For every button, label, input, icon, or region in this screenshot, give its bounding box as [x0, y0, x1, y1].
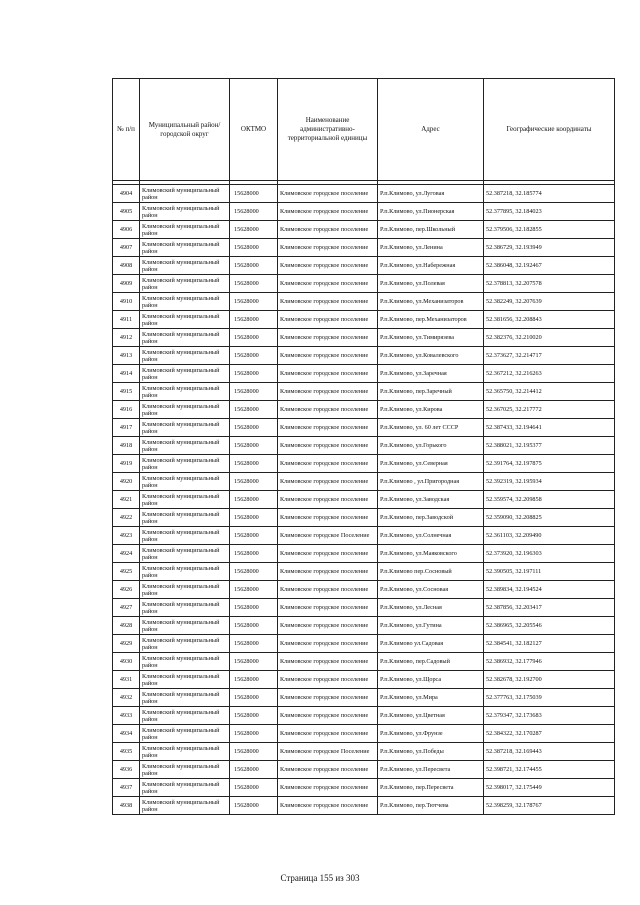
coords-cell: 52.377895, 32.184023 [484, 203, 615, 221]
address-cell: Р.п.Климово, ул.Мира [378, 689, 484, 707]
unit-cell: Климовское городское поселение [278, 311, 378, 329]
coords-cell: 52.398721, 32.174455 [484, 761, 615, 779]
address-cell: Р.п.Климово, ул.Цветная [378, 707, 484, 725]
row-number: 4930 [113, 653, 140, 671]
address-cell: Р.п.Климово, ул.Заводская [378, 491, 484, 509]
coords-cell: 52.382678, 32.192700 [484, 671, 615, 689]
unit-cell: Климовское городское поселение [278, 221, 378, 239]
address-cell: Р.п.Климово, ул.Северная [378, 455, 484, 473]
district-cell: Климовский муниципальный район [140, 797, 230, 815]
district-cell: Климовский муниципальный район [140, 581, 230, 599]
unit-cell: Климовское городское поселение [278, 455, 378, 473]
address-cell: Р.п.Климово, пер.Заречный [378, 383, 484, 401]
district-cell: Климовский муниципальный район [140, 509, 230, 527]
oktmo-cell: 15628000 [230, 401, 278, 419]
row-number: 4910 [113, 293, 140, 311]
table-row [113, 203, 615, 221]
address-cell: Р.п.Климово, ул.Гутина [378, 617, 484, 635]
unit-cell: Климовское городское поселение [278, 257, 378, 275]
district-cell: Климовский муниципальный район [140, 221, 230, 239]
district-cell: Климовский муниципальный район [140, 437, 230, 455]
row-number: 4915 [113, 383, 140, 401]
row-number: 4923 [113, 527, 140, 545]
unit-cell: Климовское городское поселение [278, 239, 378, 257]
row-number: 4911 [113, 311, 140, 329]
unit-cell: Климовское городское поселение [278, 203, 378, 221]
unit-cell: Климовское городское поселение [278, 401, 378, 419]
row-number: 4918 [113, 437, 140, 455]
coords-cell: 52.379506, 32.182855 [484, 221, 615, 239]
oktmo-cell: 15628000 [230, 635, 278, 653]
address-cell: Р.п.Климово, пер.Тютчева [378, 797, 484, 815]
header-district: Муниципальный район/городской округ [140, 79, 230, 181]
district-cell: Климовский муниципальный район [140, 743, 230, 761]
document-sheet [112, 78, 614, 815]
oktmo-cell: 15628000 [230, 185, 278, 203]
table-row [113, 473, 615, 491]
oktmo-cell: 15628000 [230, 491, 278, 509]
district-cell: Климовский муниципальный район [140, 293, 230, 311]
oktmo-cell: 15628000 [230, 563, 278, 581]
address-cell: Р.п.Климово, ул.Ковалевского [378, 347, 484, 365]
address-table [112, 78, 615, 815]
table-row [113, 329, 615, 347]
row-number: 4933 [113, 707, 140, 725]
address-cell: Р.п.Климово, ул.Полевая [378, 275, 484, 293]
oktmo-cell: 15628000 [230, 257, 278, 275]
page-number: Страница 155 из 303 [280, 873, 360, 883]
unit-cell: Климовское городское поселение [278, 671, 378, 689]
table-row [113, 725, 615, 743]
row-number: 4905 [113, 203, 140, 221]
table-row [113, 455, 615, 473]
header-unit: Наименование административно-территориальной единицы [278, 79, 378, 181]
coords-cell: 52.387856, 32.203417 [484, 599, 615, 617]
unit-cell: Климовское городское Поселение [278, 527, 378, 545]
oktmo-cell: 15628000 [230, 203, 278, 221]
coords-cell: 52.387218, 32.185774 [484, 185, 615, 203]
coords-cell: 52.384322, 32.170287 [484, 725, 615, 743]
unit-cell: Климовское городское поселение [278, 545, 378, 563]
row-number: 4914 [113, 365, 140, 383]
table-row [113, 221, 615, 239]
address-cell: Р.п.Климово, ул.Ленина [378, 239, 484, 257]
oktmo-cell: 15628000 [230, 797, 278, 815]
table-row [113, 311, 615, 329]
table-row [113, 599, 615, 617]
table-row [113, 293, 615, 311]
oktmo-cell: 15628000 [230, 653, 278, 671]
coords-cell: 52.398017, 32.175449 [484, 779, 615, 797]
unit-cell: Климовское городское поселение [278, 473, 378, 491]
address-cell: Р.п.Климово, ул.Механизаторов [378, 293, 484, 311]
district-cell: Климовский муниципальный район [140, 527, 230, 545]
coords-cell: 52.386965, 32.205546 [484, 617, 615, 635]
address-cell: Р.п.Климово, ул.Фрунзе [378, 725, 484, 743]
unit-cell: Климовское городское поселение [278, 725, 378, 743]
table-row [113, 383, 615, 401]
row-number: 4928 [113, 617, 140, 635]
address-cell: Р.п.Климово, ул.Заречная [378, 365, 484, 383]
oktmo-cell: 15628000 [230, 275, 278, 293]
table-row [113, 185, 615, 203]
district-cell: Климовский муниципальный район [140, 203, 230, 221]
coords-cell: 52.359574, 32.209858 [484, 491, 615, 509]
unit-cell: Климовское городское поселение [278, 563, 378, 581]
table-row [113, 671, 615, 689]
oktmo-cell: 15628000 [230, 689, 278, 707]
unit-cell: Климовское городское поселение [278, 365, 378, 383]
row-number: 4916 [113, 401, 140, 419]
row-number: 4931 [113, 671, 140, 689]
unit-cell: Климовское городское поселение [278, 347, 378, 365]
district-cell: Климовский муниципальный район [140, 653, 230, 671]
oktmo-cell: 15628000 [230, 599, 278, 617]
address-cell: Р.п.Климово, ул.Сосновая [378, 581, 484, 599]
district-cell: Климовский муниципальный район [140, 689, 230, 707]
address-cell: Р.п.Климово, ул.Пионерская [378, 203, 484, 221]
header-oktmo: ОКТМО [230, 79, 278, 181]
table-row [113, 401, 615, 419]
oktmo-cell: 15628000 [230, 419, 278, 437]
unit-cell: Климовское городское поселение [278, 437, 378, 455]
address-cell: Р.п.Климово, ул. 60 лет СССР [378, 419, 484, 437]
table-row [113, 527, 615, 545]
oktmo-cell: 15628000 [230, 383, 278, 401]
district-cell: Климовский муниципальный район [140, 329, 230, 347]
oktmo-cell: 15628000 [230, 239, 278, 257]
coords-cell: 52.386729, 32.193949 [484, 239, 615, 257]
oktmo-cell: 15628000 [230, 293, 278, 311]
district-cell: Климовский муниципальный район [140, 671, 230, 689]
oktmo-cell: 15628000 [230, 779, 278, 797]
district-cell: Климовский муниципальный район [140, 491, 230, 509]
coords-cell: 52.361103, 32.209490 [484, 527, 615, 545]
district-cell: Климовский муниципальный район [140, 185, 230, 203]
table-row [113, 635, 615, 653]
table-row [113, 347, 615, 365]
row-number: 4922 [113, 509, 140, 527]
coords-cell: 52.389834, 32.194524 [484, 581, 615, 599]
address-cell: Р.п.Климово, ул.Солнечная [378, 527, 484, 545]
address-cell: Р.п.Климово, ул.Щорса [378, 671, 484, 689]
row-number: 4924 [113, 545, 140, 563]
table-row [113, 689, 615, 707]
oktmo-cell: 15628000 [230, 545, 278, 563]
coords-cell: 52.391764, 32.197875 [484, 455, 615, 473]
district-cell: Климовский муниципальный район [140, 707, 230, 725]
address-cell: Р.п.Климово, пер.Заводской [378, 509, 484, 527]
district-cell: Климовский муниципальный район [140, 599, 230, 617]
row-number: 4925 [113, 563, 140, 581]
district-cell: Климовский муниципальный район [140, 275, 230, 293]
unit-cell: Климовское городское поселение [278, 599, 378, 617]
district-cell: Климовский муниципальный район [140, 455, 230, 473]
table-row [113, 617, 615, 635]
table-row [113, 257, 615, 275]
address-cell: Р.п.Климово, ул.Набережная [378, 257, 484, 275]
table-row [113, 509, 615, 527]
unit-cell: Климовское городское поселение [278, 689, 378, 707]
unit-cell: Климовское городское поселение [278, 707, 378, 725]
table-row [113, 365, 615, 383]
unit-cell: Климовское городское Поселение [278, 743, 378, 761]
oktmo-cell: 15628000 [230, 347, 278, 365]
address-cell: Р.п.Климово, пер.Пересвета [378, 779, 484, 797]
row-number: 4929 [113, 635, 140, 653]
oktmo-cell: 15628000 [230, 509, 278, 527]
table-row [113, 419, 615, 437]
coords-cell: 52.392319, 32.195934 [484, 473, 615, 491]
coords-cell: 52.367212, 32.216263 [484, 365, 615, 383]
row-number: 4938 [113, 797, 140, 815]
oktmo-cell: 15628000 [230, 725, 278, 743]
address-cell: Р.п.Климово, ул.Тимирязева [378, 329, 484, 347]
coords-cell: 52.386932, 32.177946 [484, 653, 615, 671]
row-number: 4917 [113, 419, 140, 437]
unit-cell: Климовское городское поселение [278, 329, 378, 347]
table-row [113, 707, 615, 725]
coords-cell: 52.359090, 32.208825 [484, 509, 615, 527]
coords-cell: 52.373920, 32.196303 [484, 545, 615, 563]
unit-cell: Климовское городское поселение [278, 617, 378, 635]
oktmo-cell: 15628000 [230, 365, 278, 383]
table-row [113, 797, 615, 815]
address-cell: Р.п.Климово, пер.Механизаторов [378, 311, 484, 329]
address-cell: Р.п.Климово , ул.Пригородная [378, 473, 484, 491]
address-cell: Р.п.Климово, ул.Горького [378, 437, 484, 455]
address-cell: Р.п.Климово, ул.Маяковского [378, 545, 484, 563]
coords-cell: 52.387218, 32.169443 [484, 743, 615, 761]
header-address: Адрес [378, 79, 484, 181]
row-number: 4934 [113, 725, 140, 743]
unit-cell: Климовское городское поселение [278, 581, 378, 599]
unit-cell: Климовское городское поселение [278, 383, 378, 401]
oktmo-cell: 15628000 [230, 527, 278, 545]
district-cell: Климовский муниципальный район [140, 563, 230, 581]
district-cell: Климовский муниципальный район [140, 365, 230, 383]
table-row [113, 545, 615, 563]
table-row [113, 743, 615, 761]
address-cell: Р.п.Климово, ул.Кирова [378, 401, 484, 419]
unit-cell: Климовское городское поселение [278, 635, 378, 653]
table-row [113, 563, 615, 581]
oktmo-cell: 15628000 [230, 221, 278, 239]
district-cell: Климовский муниципальный район [140, 761, 230, 779]
row-number: 4927 [113, 599, 140, 617]
address-cell: Р.п.Климово, пер.Школьный [378, 221, 484, 239]
oktmo-cell: 15628000 [230, 455, 278, 473]
table-row [113, 275, 615, 293]
table-row [113, 761, 615, 779]
district-cell: Климовский муниципальный район [140, 617, 230, 635]
row-number: 4904 [113, 185, 140, 203]
coords-cell: 52.387433, 32.194641 [484, 419, 615, 437]
row-number: 4908 [113, 257, 140, 275]
district-cell: Климовский муниципальный район [140, 635, 230, 653]
oktmo-cell: 15628000 [230, 311, 278, 329]
oktmo-cell: 15628000 [230, 671, 278, 689]
table-row [113, 239, 615, 257]
district-cell: Климовский муниципальный район [140, 239, 230, 257]
coords-cell: 52.378813, 32.207578 [484, 275, 615, 293]
row-number: 4926 [113, 581, 140, 599]
row-number: 4932 [113, 689, 140, 707]
coords-cell: 52.382249, 32.207639 [484, 293, 615, 311]
coords-cell: 52.381656, 32.208843 [484, 311, 615, 329]
district-cell: Климовский муниципальный район [140, 347, 230, 365]
oktmo-cell: 15628000 [230, 581, 278, 599]
address-cell: Р.п.Климово, ул.Пересвета [378, 761, 484, 779]
address-cell: Р.п.Климово ул.Садовая [378, 635, 484, 653]
row-number: 4937 [113, 779, 140, 797]
district-cell: Климовский муниципальный район [140, 401, 230, 419]
oktmo-cell: 15628000 [230, 743, 278, 761]
row-number: 4913 [113, 347, 140, 365]
table-row [113, 581, 615, 599]
unit-cell: Климовское городское поселение [278, 185, 378, 203]
unit-cell: Климовское городское поселение [278, 491, 378, 509]
row-number: 4935 [113, 743, 140, 761]
table-row [113, 779, 615, 797]
table-header-row [113, 79, 615, 181]
district-cell: Климовский муниципальный район [140, 257, 230, 275]
coords-cell: 52.379347, 32.173683 [484, 707, 615, 725]
unit-cell: Климовское городское поселение [278, 293, 378, 311]
unit-cell: Климовское городское поселение [278, 419, 378, 437]
row-number: 4936 [113, 761, 140, 779]
oktmo-cell: 15628000 [230, 761, 278, 779]
row-number: 4912 [113, 329, 140, 347]
oktmo-cell: 15628000 [230, 329, 278, 347]
address-cell: Р.п.Климово, пер.Садовый [378, 653, 484, 671]
district-cell: Климовский муниципальный район [140, 779, 230, 797]
coords-cell: 52.388021, 32.195377 [484, 437, 615, 455]
table-row [113, 491, 615, 509]
row-number: 4921 [113, 491, 140, 509]
address-cell: Р.п.Климово, ул.Победы [378, 743, 484, 761]
coords-cell: 52.384541, 32.182127 [484, 635, 615, 653]
coords-cell: 52.377763, 32.175039 [484, 689, 615, 707]
district-cell: Климовский муниципальный район [140, 545, 230, 563]
district-cell: Климовский муниципальный район [140, 383, 230, 401]
district-cell: Климовский муниципальный район [140, 725, 230, 743]
coords-cell: 52.390505, 32.197111 [484, 563, 615, 581]
unit-cell: Климовское городское поселение [278, 509, 378, 527]
row-number: 4919 [113, 455, 140, 473]
address-cell: Р.п.Климово, ул.Луговая [378, 185, 484, 203]
unit-cell: Климовское городское поселение [278, 761, 378, 779]
coords-cell: 52.365750, 32.214412 [484, 383, 615, 401]
row-number: 4906 [113, 221, 140, 239]
oktmo-cell: 15628000 [230, 617, 278, 635]
unit-cell: Климовское городское поселение [278, 653, 378, 671]
oktmo-cell: 15628000 [230, 473, 278, 491]
unit-cell: Климовское городское поселение [278, 779, 378, 797]
coords-cell: 52.373627, 32.214717 [484, 347, 615, 365]
header-coords: Географические координаты [484, 79, 615, 181]
unit-cell: Климовское городское поселение [278, 797, 378, 815]
table-row [113, 653, 615, 671]
coords-cell: 52.382376, 32.210020 [484, 329, 615, 347]
oktmo-cell: 15628000 [230, 437, 278, 455]
address-cell: Р.п.Климово пер.Сосновый [378, 563, 484, 581]
row-number: 4907 [113, 239, 140, 257]
district-cell: Климовский муниципальный район [140, 311, 230, 329]
header-num: № п/п [113, 79, 140, 181]
row-number: 4909 [113, 275, 140, 293]
district-cell: Климовский муниципальный район [140, 419, 230, 437]
coords-cell: 52.398259, 32.178767 [484, 797, 615, 815]
unit-cell: Климовское городское поселение [278, 275, 378, 293]
district-cell: Климовский муниципальный район [140, 473, 230, 491]
coords-cell: 52.367025, 32.217772 [484, 401, 615, 419]
address-cell: Р.п.Климово, ул.Лесная [378, 599, 484, 617]
coords-cell: 52.386048, 32.192467 [484, 257, 615, 275]
oktmo-cell: 15628000 [230, 707, 278, 725]
row-number: 4920 [113, 473, 140, 491]
table-row [113, 437, 615, 455]
